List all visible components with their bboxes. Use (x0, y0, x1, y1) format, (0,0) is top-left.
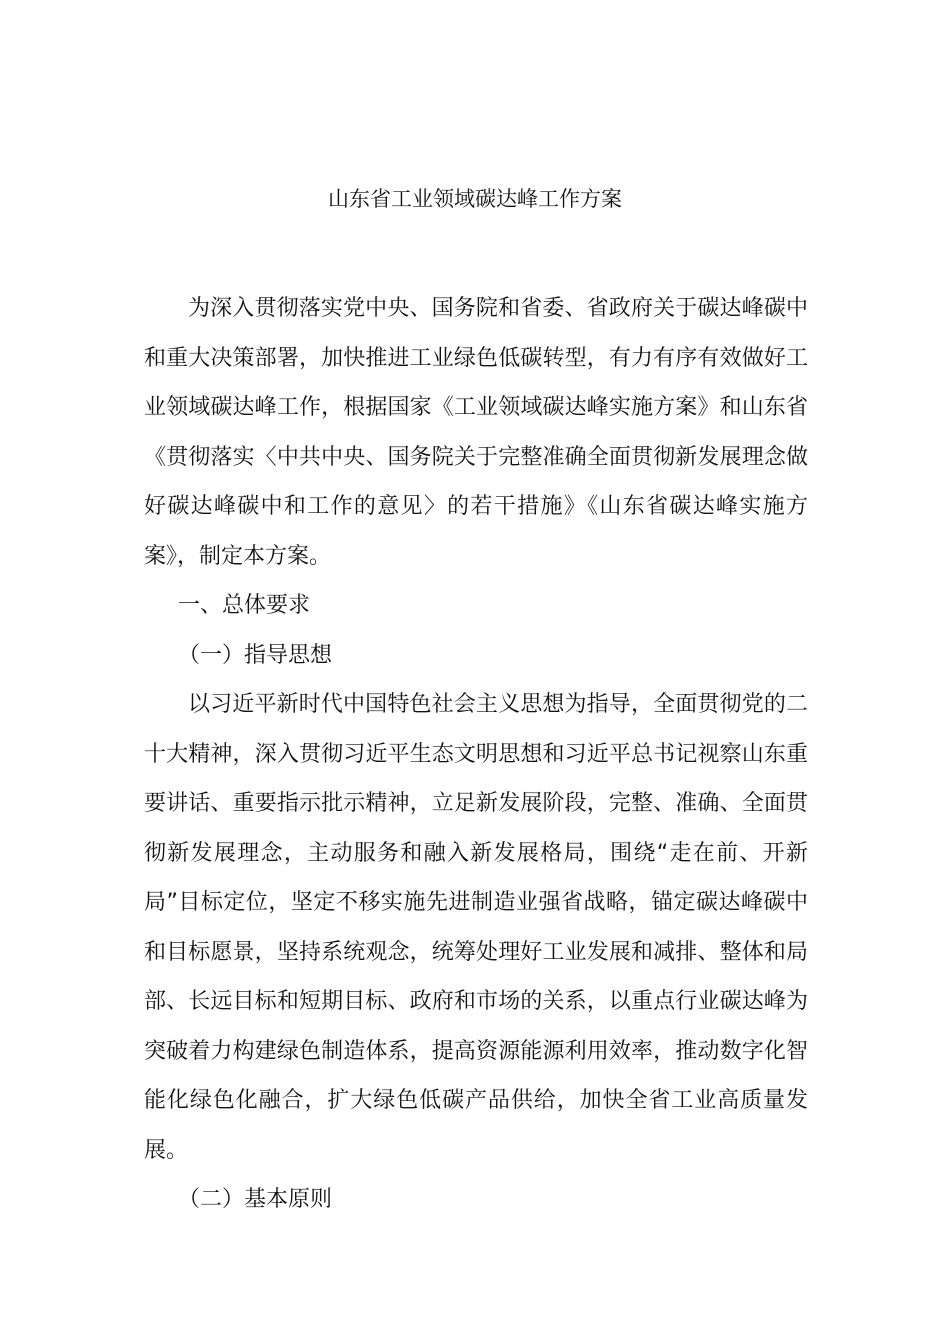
document-body (144, 284, 808, 1225)
document-title: 山东省工业领域碳达峰工作方案 (328, 187, 622, 211)
guiding-ideology-paragraph: 以习近平新时代中国特色社会主义思想为指导，全面贯彻党的二十大精神，深入贯彻习近平生态文明思想和习近平总书记视察山东重要讲话、重要指示批示精神，立足新发展阶段，完整、准确、全面贯彻新发展理念，主动服务和融入新发展格局，围绕“走在前、开新局”目标定位，坚定不移实施先进制造业强省战略，锚定碳达峰碳中和目标愿景，坚持系统观念，统筹处理好工业发展和减排、整体和局部、长远目标和短期目标、政府和市场的关系，以重点行业碳达峰为突破着力构建绿色制造体系，提高资源能源利用效率，推动数字化智能化绿色化融合，扩大绿色低碳产品供给，加快全省工业高质量发展。 (144, 692, 808, 1163)
subsection-heading-guiding-ideology: （一）指导思想 (178, 642, 333, 668)
subsection-heading-basic-principles: （二）基本原则 (178, 1187, 333, 1212)
intro-paragraph: 为深入贯彻落实党中央、国务院和省委、省政府关于碳达峰碳中和重大决策部署，加快推进工业绿色低碳转型，有力有序有效做好工业领域碳达峰工作，根据国家《工业领域碳达峰实施方案》和山东省《贯彻落实〈中共中央、国务院关于完整准确全面贯彻新发展理念做好碳达峰碳中和工作的意见〉的若干措施》《山东省碳达峰实施方案》，制定本方案。 (144, 296, 808, 569)
section-heading-general-requirements: 一、总体要求 (178, 593, 311, 618)
